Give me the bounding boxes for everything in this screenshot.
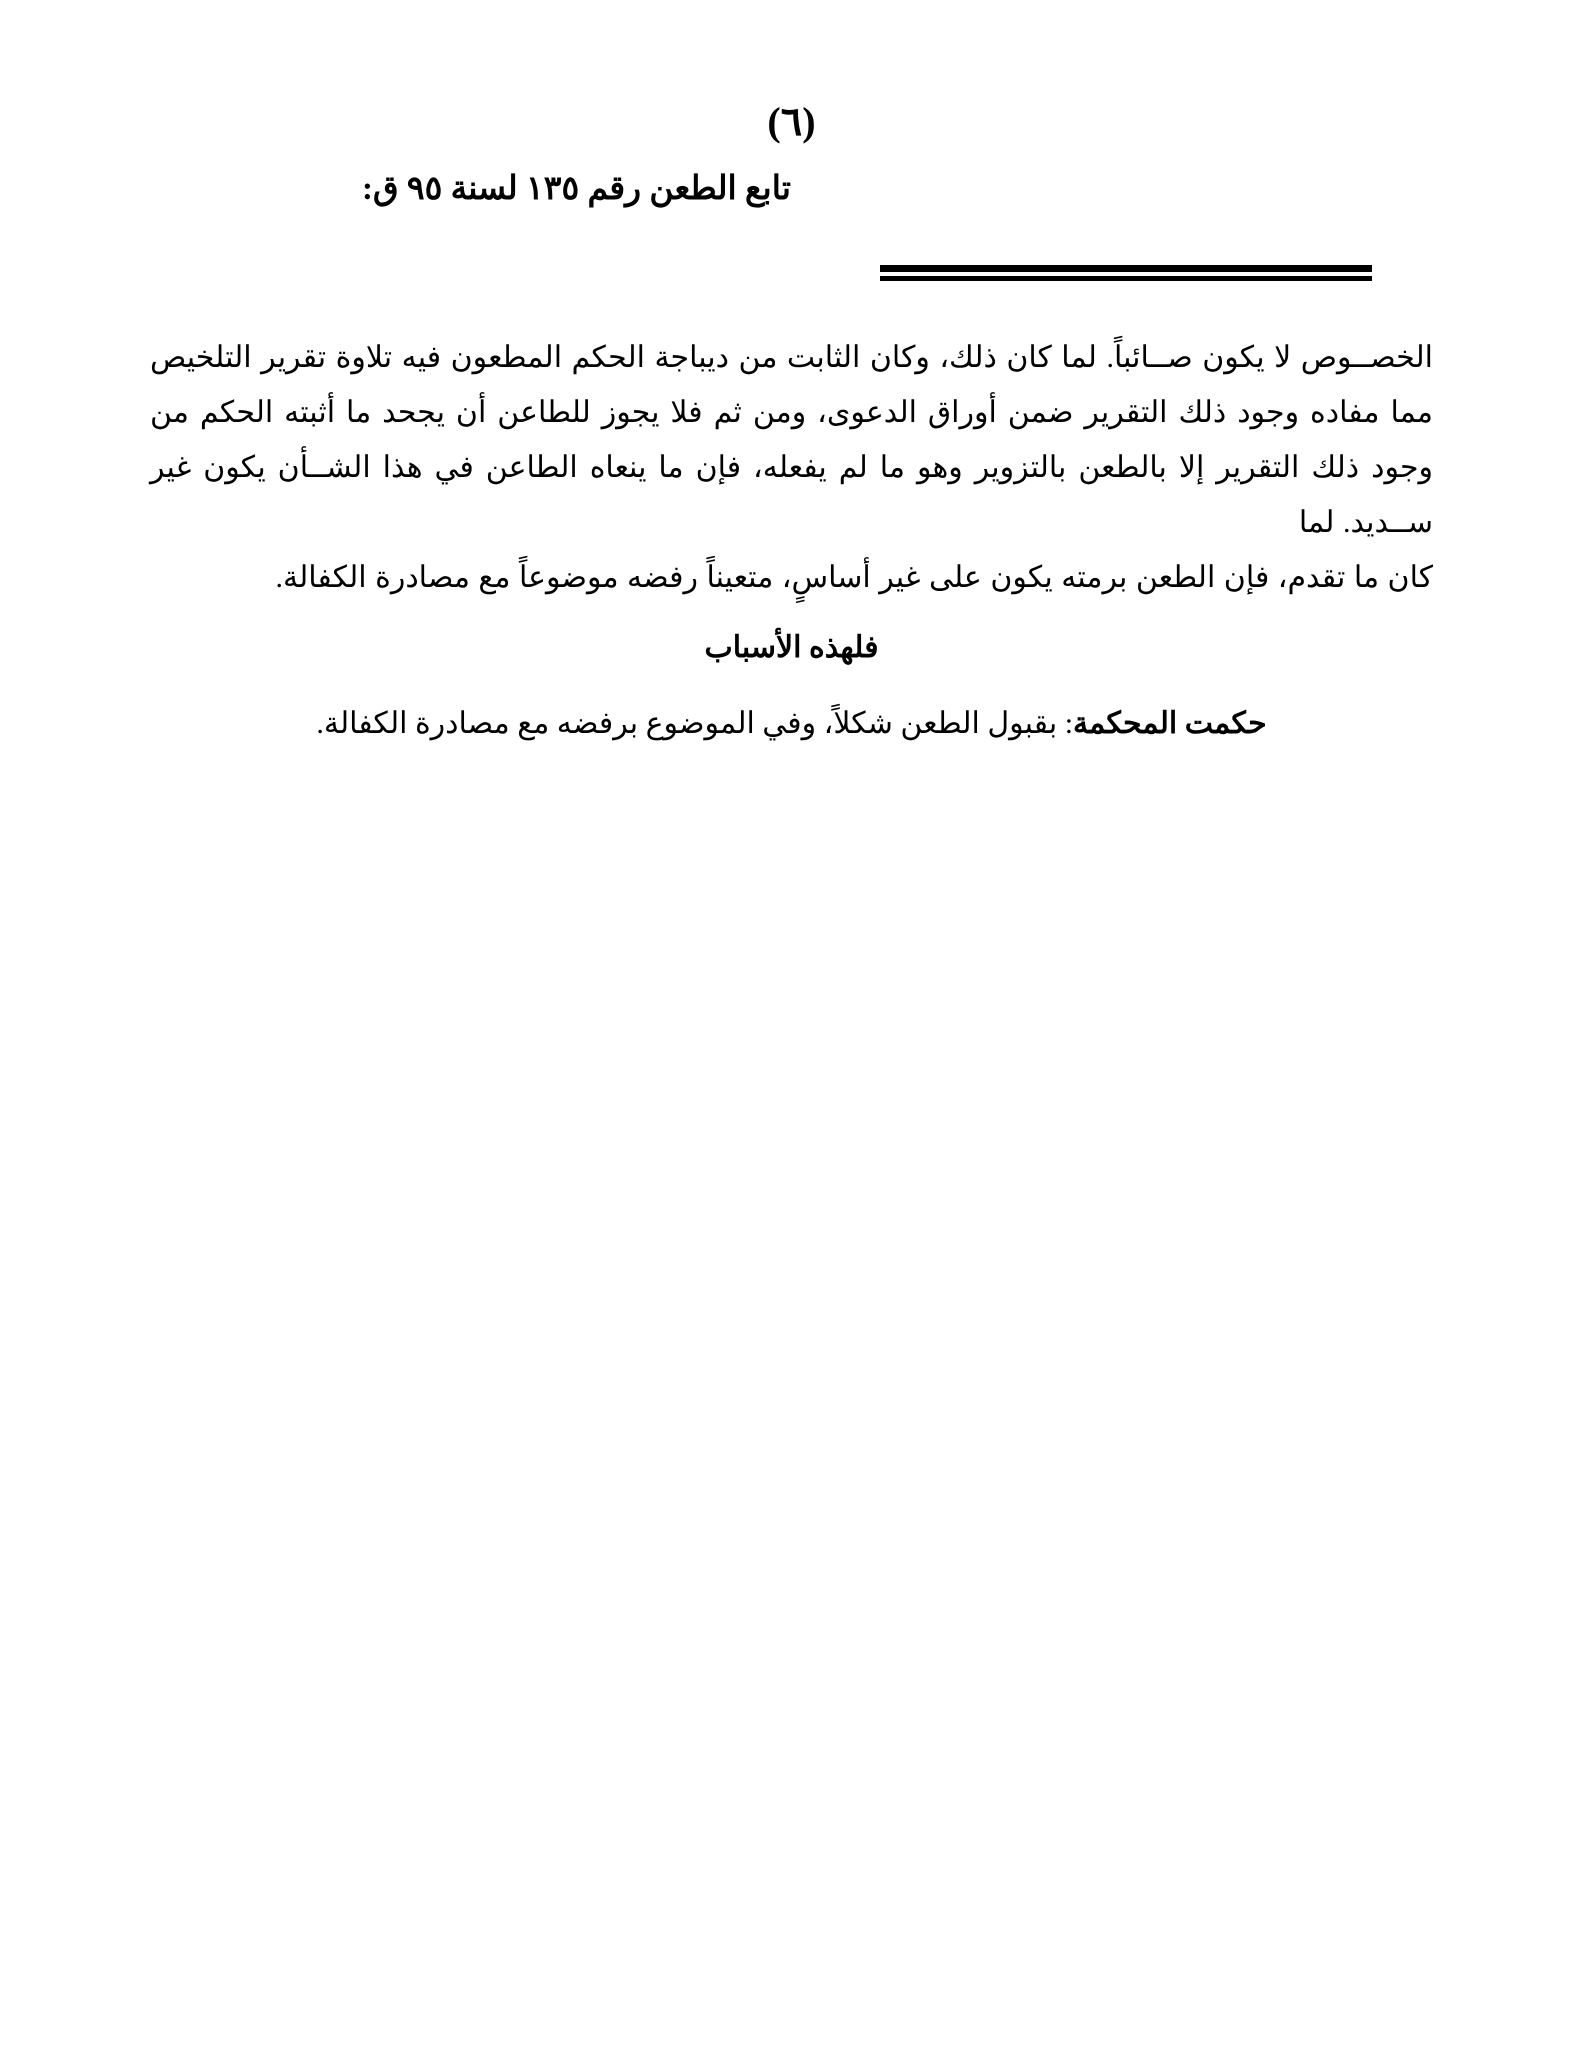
body-paragraph-text: الخصــوص لا يكون صــائباً. لما كان ذلك، وكان الثابت من ديباجة الحكم المطعون فيه تلاوة تقرير التلخيص مما مفاده وجود ذلك التقرير ضمن أوراق الدعوى، ومن ثم فلا يجوز للطاعن أن يجحد ما أثبته الحكم من وجود ذلك التقرير إلا بالطعن بالتزوير وهو ما لم يفعله، فإن ما ينعاه الطاعن في هذا الشــأن يكون غير ســديد. لما [150,341,1433,539]
court-ruling-line [150,699,1433,749]
conclusion-heading: فلهذه الأسباب [704,631,879,664]
court-ruling-lead: حكمت المحكمة [1073,707,1267,740]
document-header [125,170,1458,210]
divider-bar-bottom [880,276,1372,281]
header-divider-rule [880,265,1372,281]
body-paragraph [150,330,1433,605]
page-number: (٦) [767,99,816,144]
document-body [150,330,1433,749]
case-reference-title: تابع الطعن رقم ١٣٥ لسنة ٩٥ ق: [362,171,791,207]
body-paragraph-final-line: كان ما تقدم، فإن الطعن برمته يكون على غير أساسٍ، متعيناً رفضه موضوعاً مع مصادرة الكفالة. [275,561,1433,594]
divider-bar-top [880,265,1372,272]
court-ruling-text: : بقبول الطعن شكلاً، وفي الموضوع برفضه مع مصادرة الكفالة. [316,707,1074,740]
